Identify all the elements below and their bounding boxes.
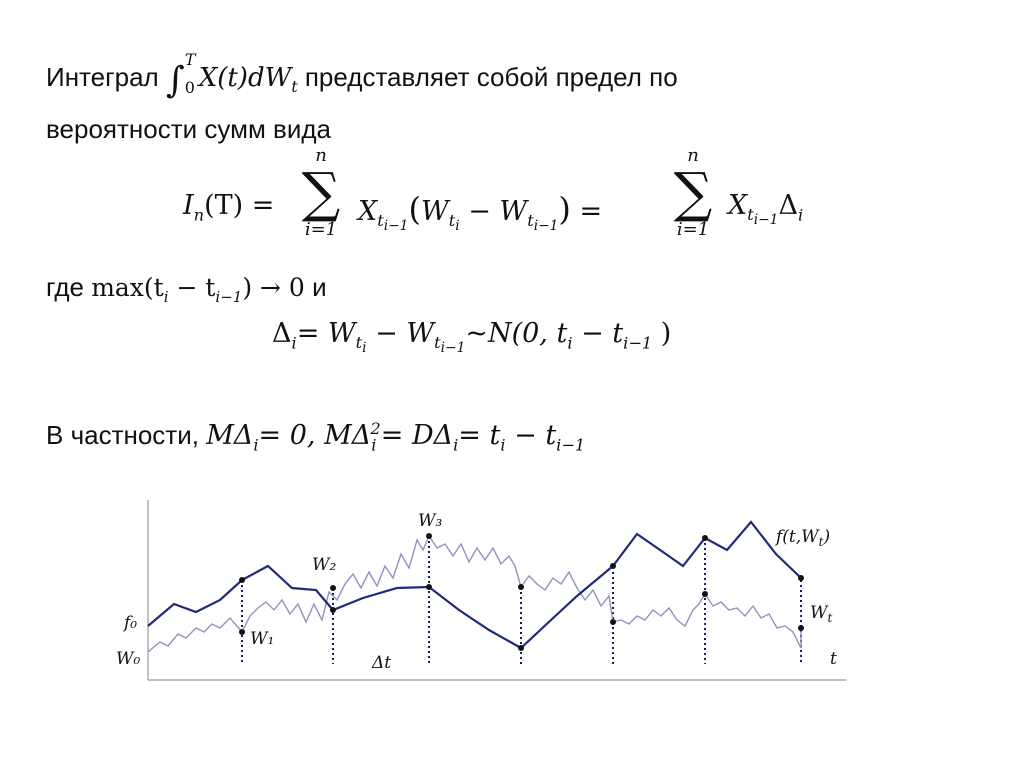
marker-w6 [702, 591, 708, 597]
marker-f1 [239, 577, 245, 583]
intro-line-1 [46, 50, 678, 101]
marker-f7 [798, 575, 804, 581]
marker-w7 [798, 625, 804, 631]
marker-w1 [239, 629, 245, 635]
particular-formula: $M\Delta_i= 0$, $M\Delta_i^2= D\Delta_i= t_i - t_{i-1}$ [206, 419, 586, 455]
marker-f4 [518, 645, 524, 651]
marker-f2 [330, 607, 336, 613]
label-w1: W₁ [250, 629, 275, 649]
integral-expression: ∫ T 0 $X(t)dW_t$ [165, 50, 298, 101]
intro-line-2: вероятности сумм вида [46, 114, 332, 144]
f-path-line [148, 522, 801, 648]
label-f-curve: $f(t,W_t)$ [776, 527, 831, 549]
integral-body: X(t)dW [198, 63, 292, 93]
label-w3: W₃ [418, 511, 443, 531]
wiener-process-figure [108, 492, 848, 692]
formula-term-1: $X_{t_{i-1}}(W_{t_i} - W_{t_{i-1}})$ = [358, 190, 603, 235]
label-w0: W₀ [116, 649, 141, 669]
delta-definition: $\Delta_i= W_{t_i}$ − $W_{t_{i-1}}\sim N(0$, $t_i - t_{i-1}$ ) [272, 318, 672, 357]
where-condition: $\max(t_i - t_{i-1}) \to 0$ [91, 273, 305, 306]
integral-lower-limit: 0 [184, 78, 195, 97]
where-line: где $\max(t_i - t_{i-1}) \to 0$ и [46, 272, 327, 306]
marker-f3 [426, 584, 432, 590]
marker-w2 [330, 585, 336, 591]
marker-f5 [610, 563, 616, 569]
formula-term-2: $X_{t_{i-1}}\Delta_i$ [728, 190, 804, 229]
formula-lhs: $I_n(T)$ = [183, 190, 275, 225]
label-t-axis: t [830, 649, 837, 669]
marker-f6 [702, 535, 708, 541]
label-delta-t: Δt [372, 653, 392, 673]
marker-w5 [610, 619, 616, 625]
integral-upper-limit: T [184, 50, 196, 69]
label-f0: f₀ [124, 613, 138, 633]
marker-w3 [426, 533, 432, 539]
integral-body-sub: t [291, 78, 298, 97]
particular-line: В частности, $M\Delta_i= 0$, $M\Delta_i^2= D\Delta_i= t_i - t_{i-1}$ [46, 419, 586, 455]
intro-prefix: Интеграл [46, 62, 159, 92]
marker-w4 [518, 584, 524, 590]
sum-operator-2: n ∑ i=1 [673, 145, 713, 240]
sum-operator-1: n ∑ i=1 [301, 145, 341, 240]
label-wt: $W_t$ [810, 603, 833, 625]
label-w2: W₂ [312, 555, 337, 575]
intro-suffix: представляет собой предел по [304, 62, 678, 92]
